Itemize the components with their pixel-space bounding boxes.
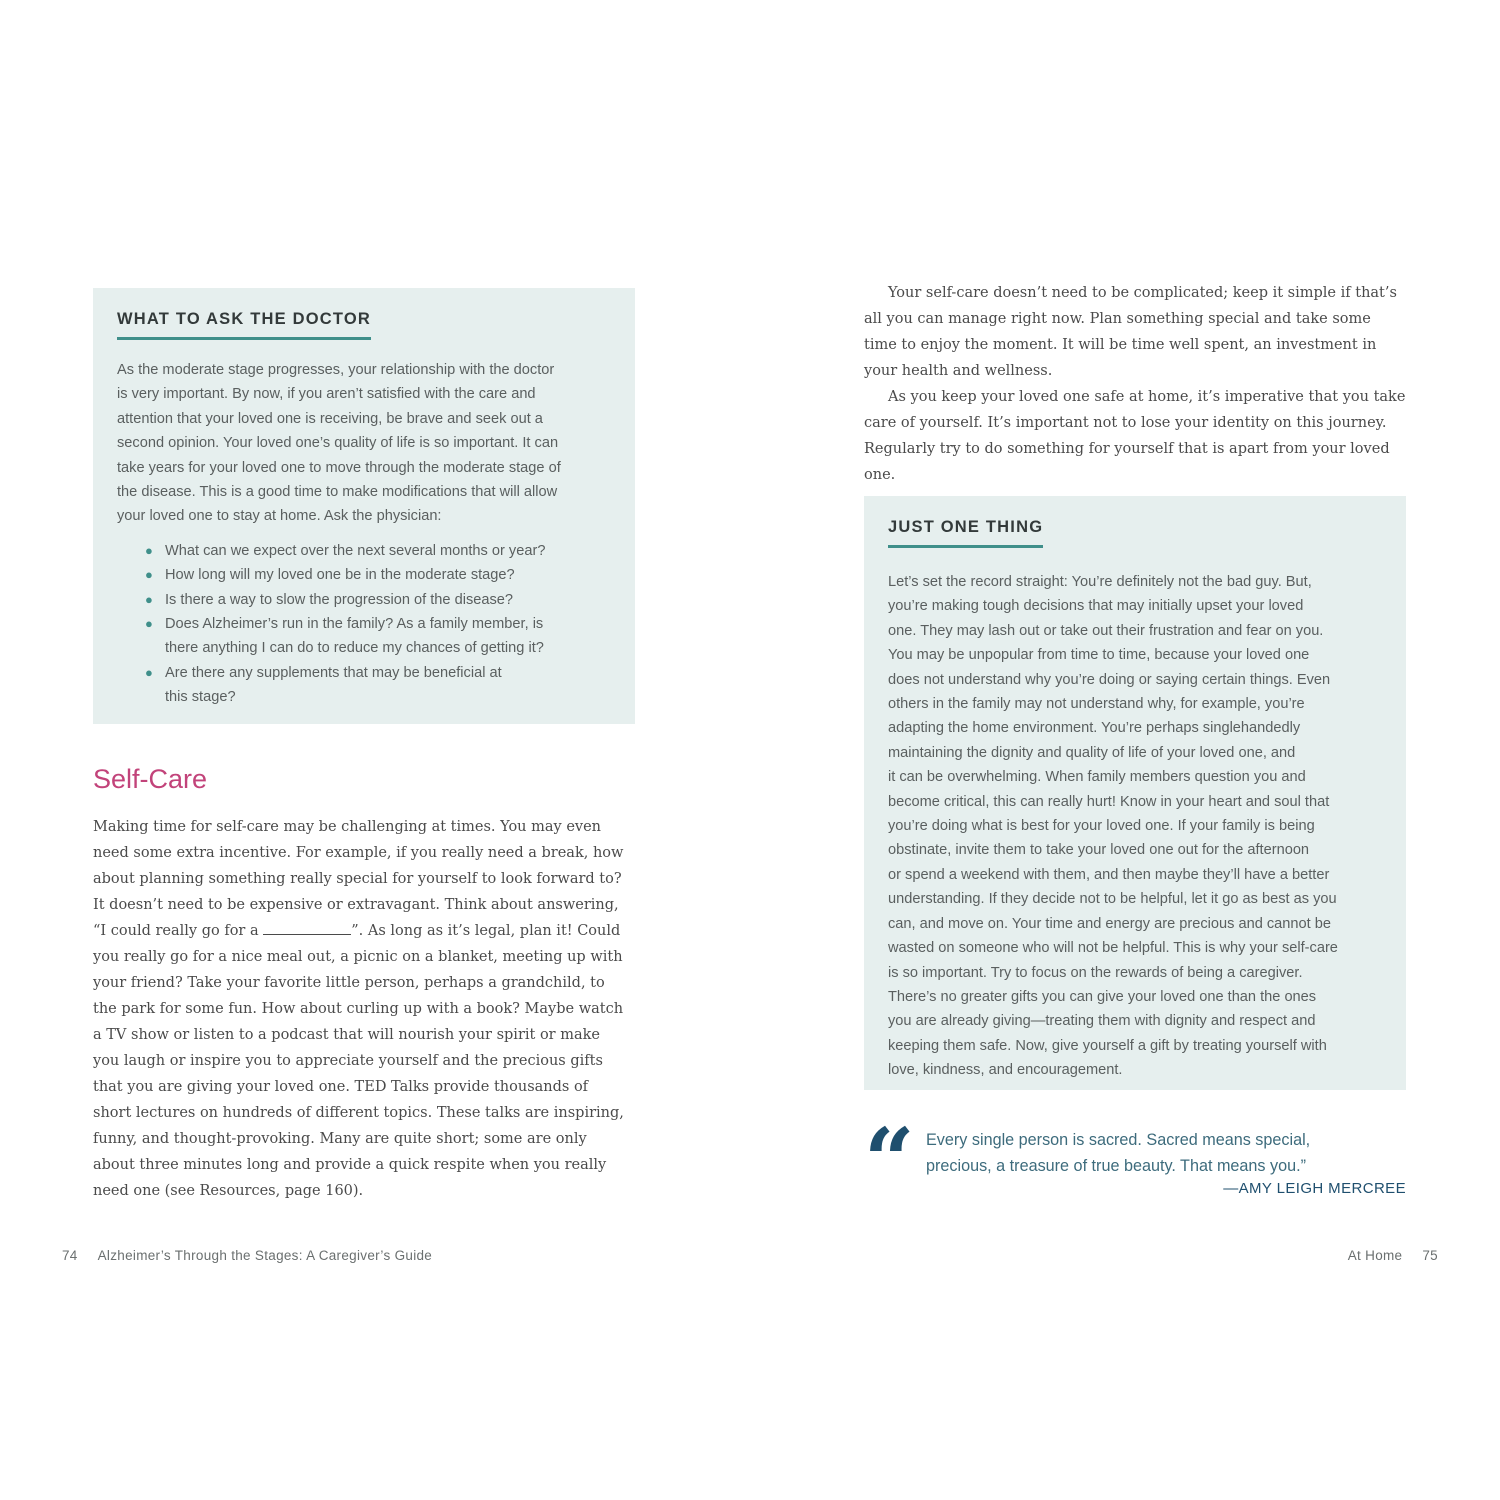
just-one-thing-sidebar xyxy=(864,496,1406,1090)
paragraph xyxy=(864,280,1409,384)
text-line: your loved one to stay at home. Ask the physician: xyxy=(117,508,442,525)
text-line: your health and wellness. xyxy=(864,363,1053,379)
text-line: second opinion. Your loved one’s quality of life is so important. It can xyxy=(117,435,559,452)
text-line: you are already giving—treating them with dignity and respect and xyxy=(888,1013,1316,1030)
text-line: There’s no greater gifts you can give your loved one than the ones xyxy=(888,988,1317,1005)
bullet-icon: ● xyxy=(145,616,153,632)
text-line: can, and move on. Your time and energy are precious and cannot be xyxy=(888,915,1331,932)
text-line: need some extra incentive. For example, if you really need a break, how xyxy=(93,845,624,861)
text-line: take years for your loved one to move through the moderate stage of xyxy=(117,459,561,476)
text-line: “I could really go for a xyxy=(93,923,264,939)
text-line: it can be overwhelming. When family members question you and xyxy=(888,769,1306,786)
text-line: Making time for self-care may be challenging at times. You may even xyxy=(93,819,602,835)
left-page-footer xyxy=(62,1248,432,1263)
self-care-body xyxy=(93,814,638,1204)
text-line: you’re doing what is best for your loved one. If your family is being xyxy=(888,818,1315,835)
text-line: time to enjoy the moment. It will be time well spent, an investment in xyxy=(864,337,1377,353)
list-item-text: Does Alzheimer’s run in the family? As a family member, is xyxy=(165,616,544,633)
pull-quote xyxy=(926,1127,1408,1179)
text-line: precious, a treasure of true beauty. That means you.” xyxy=(926,1157,1307,1175)
list-item-text: Are there any supplements that may be beneficial at xyxy=(165,664,502,681)
text-line: Let’s set the record straight: You’re definitely not the bad guy. But, xyxy=(888,574,1312,590)
list-item-text: What can we expect over the next several months or year? xyxy=(165,542,546,559)
one-thing-sidebar-title: JUST ONE THING xyxy=(888,518,1043,548)
one-thing-sidebar-text xyxy=(888,570,1382,1083)
bullet-icon: ● xyxy=(145,664,153,680)
text-line: about planning something really special for yourself to look forward to? xyxy=(93,871,622,887)
text-line: love, kindness, and encouragement. xyxy=(888,1062,1123,1079)
text-line: others in the family may not understand why, for example, you’re xyxy=(888,696,1305,713)
paragraph xyxy=(864,384,1409,488)
list-item xyxy=(145,539,611,563)
text-line: you’re making tough decisions that may initially upset your loved xyxy=(888,598,1304,615)
text-line: short lectures on hundreds of different topics. These talks are inspiring, xyxy=(93,1105,624,1121)
right-page-footer xyxy=(1348,1248,1438,1263)
text-line: about three minutes long and provide a quick respite when you really xyxy=(93,1157,607,1173)
text-line: As the moderate stage progresses, your relationship with the doctor xyxy=(117,362,555,378)
text-line: obstinate, invite them to take your loved one out for the afternoon xyxy=(888,842,1310,859)
text-line: that you are giving your loved one. TED Talks provide thousands of xyxy=(93,1079,589,1095)
text-line: ”. As long as it’s legal, plan it! Could xyxy=(351,923,621,939)
list-item-text: this stage? xyxy=(165,689,236,706)
list-item xyxy=(145,563,611,587)
text-line: It doesn’t need to be expensive or extravagant. Think about answering, xyxy=(93,897,619,913)
text-line: a TV show or listen to a podcast that will nourish your spirit or make xyxy=(93,1027,600,1043)
text-line: you really go for a nice meal out, a picnic on a blanket, meeting up with xyxy=(93,949,623,965)
page-number: 74 xyxy=(62,1248,78,1263)
text-line: or spend a weekend with them, and then maybe they’ll have a better xyxy=(888,866,1330,883)
running-title: At Home xyxy=(1347,1248,1403,1263)
text-line: you laugh or inspire you to appreciate yourself and the precious gifts xyxy=(93,1053,603,1069)
text-line: need one (see Resources, page 160). xyxy=(93,1183,364,1199)
text-line: care of yourself. It’s important not to lose your identity on this journey. xyxy=(864,415,1387,431)
list-item xyxy=(145,612,611,661)
right-page-body xyxy=(864,280,1409,488)
quote-author: —AMY LEIGH MERCREE xyxy=(1223,1180,1406,1197)
list-item-text: How long will my loved one be in the moderate stage? xyxy=(165,567,515,584)
doctor-questions-sidebar xyxy=(93,288,635,724)
text-line: As you keep your loved one safe at home, it’s imperative that you take xyxy=(888,389,1406,405)
text-line: Every single person is sacred. Sacred means special, xyxy=(926,1131,1311,1149)
text-line: Your self-care doesn’t need to be complicated; keep it simple if that’s xyxy=(888,285,1397,301)
bullet-icon: ● xyxy=(145,542,153,558)
doctor-sidebar-paragraph xyxy=(117,358,611,529)
running-title: Alzheimer’s Through the Stages: A Caregiver’s Guide xyxy=(97,1248,433,1263)
page-number: 75 xyxy=(1422,1248,1438,1263)
text-line: become critical, this can really hurt! Know in your heart and soul that xyxy=(888,793,1330,810)
text-line: your friend? Take your favorite little person, perhaps a grandchild, to xyxy=(93,975,605,991)
quote-mark-icon: “ xyxy=(864,1108,915,1212)
text-line: one. They may lash out or take out their frustration and fear on you. xyxy=(888,622,1324,639)
text-line: is very important. By now, if you aren’t satisfied with the care and xyxy=(117,386,536,403)
text-line: maintaining the dignity and quality of life of your loved one, and xyxy=(888,744,1296,761)
text-line: funny, and thought-provoking. Many are quite short; some are only xyxy=(93,1131,587,1147)
doctor-questions-list xyxy=(117,539,611,710)
text-line: wasted on someone who will not be helpful. This is why your self-care xyxy=(888,940,1338,957)
text-line: does not understand why you’re doing or saying certain things. Even xyxy=(888,671,1331,688)
text-line: the park for some fun. How about curling up with a book? Maybe watch xyxy=(93,1001,624,1017)
list-item xyxy=(145,661,611,710)
list-item xyxy=(145,588,611,612)
fill-in-blank xyxy=(263,924,351,935)
self-care-heading: Self-Care xyxy=(93,764,208,794)
bullet-icon: ● xyxy=(145,567,153,583)
text-line: the disease. This is a good time to make modifications that will allow xyxy=(117,484,558,501)
text-line: attention that your loved one is receiving, be brave and seek out a xyxy=(117,410,543,427)
list-item-text: there anything I can do to reduce my chances of getting it? xyxy=(165,640,544,657)
bullet-icon: ● xyxy=(145,591,153,607)
text-line: understanding. If they decide not to be helpful, let it go as best as you xyxy=(888,891,1337,908)
doctor-sidebar-title: WHAT TO ASK THE DOCTOR xyxy=(117,310,371,340)
text-line: all you can manage right now. Plan something special and take some xyxy=(864,311,1371,327)
text-line: keeping them safe. Now, give yourself a gift by treating yourself with xyxy=(888,1037,1327,1054)
text-line: adapting the home environment. You’re perhaps singlehandedly xyxy=(888,720,1301,737)
text-line: You may be unpopular from time to time, because your loved one xyxy=(888,647,1310,664)
text-line: is so important. Try to focus on the rewards of being a caregiver. xyxy=(888,964,1303,981)
text-line: Regularly try to do something for yourself that is apart from your loved one. xyxy=(864,441,1390,483)
list-item-text: Is there a way to slow the progression of the disease? xyxy=(165,591,514,608)
